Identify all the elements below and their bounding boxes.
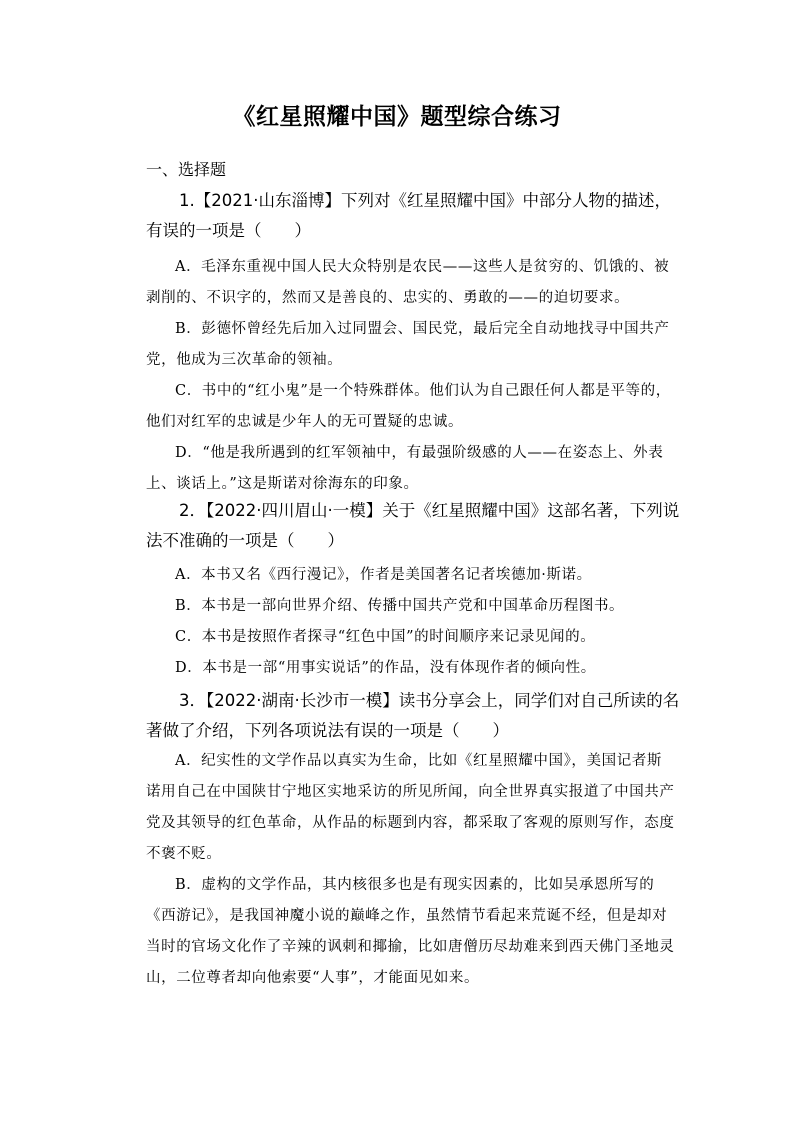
option-a: A．本书又名《西行漫记》，作者是美国著名记者埃德加·斯诺。 xyxy=(175,567,592,583)
option-a: A．毛泽东重视中国人民大众特别是农民——这些人是贫穷的、饥饿的、被剥削的、不识字的，然而又是善良的、忠实的、勇敢的——的迫切要求。 xyxy=(146,259,670,306)
question-1-stem: 1.【2021·山东淄博】下列对《红星照耀中国》中部分人物的描述，有误的一项是（ ） xyxy=(146,191,671,240)
question-2-stem: 2．【2022·四川眉山·一模】关于《红星照耀中国》这部名著，下列说法不准确的一项是（ ） xyxy=(146,501,680,550)
question-1-options xyxy=(146,252,676,500)
question-2-options xyxy=(146,560,676,684)
option-a: A．纪实性的文学作品以真实为生命，比如《红星照耀中国》，美国记者斯诺用自己在中国陕甘宁地区实地采访的所见所闻，向全世界真实报道了中国共产党及其领导的红色革命，从作品的标题到内容，都采取了客观的原则写作，态度不褒不贬。 xyxy=(146,753,675,862)
section-heading: 一、选择题 xyxy=(146,160,227,179)
question-3-options xyxy=(146,746,676,994)
option-b: B．本书是一部向世界介绍、传播中国共产党和中国革命历程图书。 xyxy=(175,598,625,614)
question-3-stem: 3．【2022·湖南·长沙市一模】读书分享会上，同学们对自己所读的名著做了介绍，下列各项说法有误的一项是（ ） xyxy=(146,691,680,740)
option-b: B．彭德怀曾经先后加入过同盟会、国民党，最后完全自动地找寻中国共产党，他成为三次革命的领袖。 xyxy=(146,321,670,368)
page-title: 《红星照耀中国》题型综合练习 xyxy=(232,104,562,130)
option-c: C．书中的“红小鬼”是一个特殊群体。他们认为自己跟任何人都是平等的，他们对红军的忠诚是少年人的无可置疑的忠诚。 xyxy=(146,383,671,430)
option-c: C．本书是按照作者探寻“红色中国”的时间顺序来记录见闻的。 xyxy=(175,629,596,645)
option-b: B．虚构的文学作品，其内核很多也是有现实因素的，比如吴承恩所写的《西游记》，是我国神魔小说的巅峰之作，虽然情节看起来荒诞不经，但是却对当时的官场文化作了辛辣的讽刺和揶揄，比如唐僧历尽劫难来到西天佛门圣地灵山，二位尊者却向他索要“人事”，才能面见如来。 xyxy=(146,877,675,986)
option-d: D．本书是一部“用事实说话”的作品，没有体现作者的倾向性。 xyxy=(175,660,596,676)
option-d: D．“他是我所遇到的红军领袖中，有最强阶级感的人——在姿态上、外表上、谈话上。”这是斯诺对徐海东的印象。 xyxy=(146,445,664,492)
